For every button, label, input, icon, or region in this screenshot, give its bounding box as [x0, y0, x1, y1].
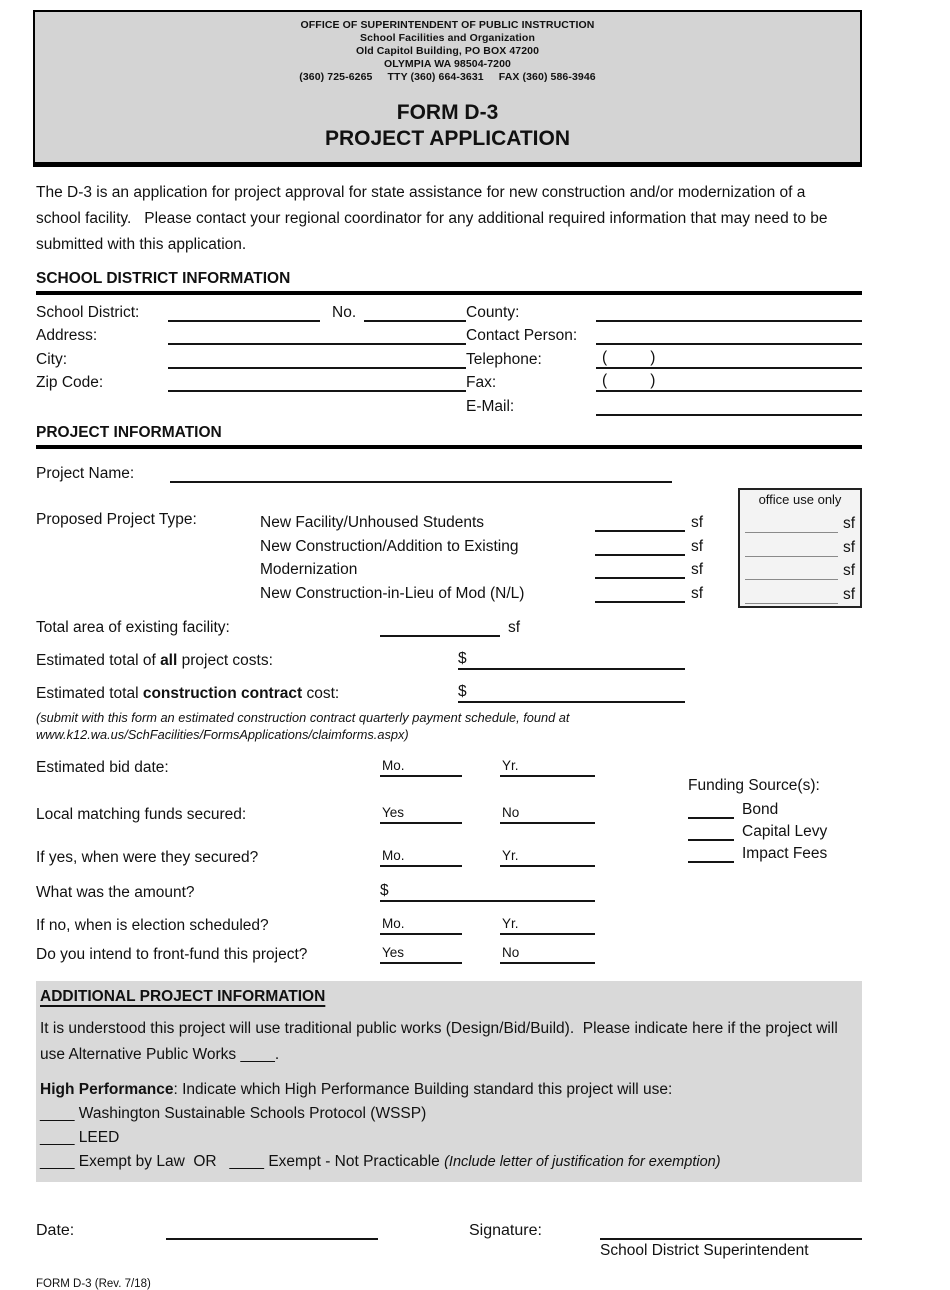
yr-label: Yr. — [502, 915, 519, 931]
telephone-label: Telephone: — [466, 350, 542, 368]
section-heading-project: PROJECT INFORMATION — [36, 424, 862, 449]
construction-contract-cost-label: Estimated total construction contract cost: — [36, 684, 340, 702]
amount-label: What was the amount? — [36, 883, 195, 901]
org-phone-line: (360) 725-6265 TTY (360) 664-3631 FAX (360) 586-3946 — [299, 71, 596, 83]
amount-row — [36, 882, 862, 902]
construction-contract-cost-input[interactable] — [458, 683, 685, 703]
signature-caption: School District Superintendent — [600, 1241, 809, 1259]
no-label: No — [502, 804, 520, 820]
all-project-costs-label: Estimated total of all project costs: — [36, 651, 273, 669]
sf-unit-label: sf — [842, 562, 855, 579]
form-header-box — [33, 10, 862, 167]
zip-code-label: Zip Code: — [36, 374, 104, 391]
dollar-sign: $ — [380, 881, 389, 899]
bid-year-input[interactable] — [500, 757, 595, 777]
org-address: Old Capitol Building, PO BOX 47200 — [355, 45, 540, 57]
fax-label: Fax: — [466, 374, 497, 391]
office-sf-row — [745, 533, 855, 557]
sf-unit-label: sf — [842, 538, 855, 556]
proposed-project-type-label: Proposed Project Type: — [36, 510, 197, 528]
sf-unit-label: sf — [508, 618, 521, 636]
bid-month-input[interactable] — [380, 757, 462, 777]
project-type-label: New Facility/Unhoused Students — [260, 514, 485, 531]
proposed-project-type-block — [36, 491, 862, 603]
election-year-input[interactable] — [500, 915, 595, 935]
district-info-grid — [36, 298, 862, 416]
payment-schedule-note: (submit with this form an estimated construction contract quarterly payment schedule, found at www.k12.wa.us/SchFacilities/FormsApplications/claimforms.aspx) — [36, 709, 570, 742]
project-type-label: Modernization — [260, 561, 358, 578]
project-type-row — [260, 579, 703, 603]
dollar-sign: $ — [458, 649, 467, 667]
secured-year-input[interactable] — [500, 847, 595, 867]
estimated-bid-date-row — [36, 757, 862, 777]
sf-unit-label: sf — [842, 585, 855, 603]
org-name: OFFICE OF SUPERINTENDENT OF PUBLIC INSTRUCTION — [300, 19, 595, 31]
email-input[interactable] — [596, 414, 862, 416]
email-label: E-Mail: — [466, 397, 515, 415]
city-label: City: — [36, 350, 67, 368]
mo-label: Mo. — [382, 757, 405, 773]
modernization-sf-input[interactable] — [595, 577, 685, 579]
front-fund-no-input[interactable] — [500, 944, 595, 964]
project-type-row — [260, 556, 703, 580]
contact-person-label: Contact Person: — [466, 327, 578, 344]
funding-option-bond: Bond — [688, 797, 827, 819]
exemption-justification-note: (Include letter of justification for exemption) — [444, 1153, 721, 1170]
org-city-zip: OLYMPIA WA 98504-7200 — [384, 58, 511, 70]
total-area-row — [36, 619, 862, 637]
funding-option-capital-levy: Capital Levy — [688, 819, 827, 841]
hp-option-wssp[interactable]: ____ Washington Sustainable Schools Protocol (WSSP) — [40, 1104, 427, 1122]
intro-paragraph: The D-3 is an application for project approval for state assistance for new construction and/or modernization of a school facility. Please contact your regional coordinator for any additional required information that may need to be submitted with this application. — [36, 184, 828, 253]
signature-input[interactable] — [600, 1238, 862, 1240]
project-name-input[interactable] — [170, 481, 672, 483]
form-revision: FORM D-3 (Rev. 7/18) — [36, 1277, 151, 1290]
impact-fees-checkbox-input[interactable] — [688, 861, 734, 863]
leed-blank-input: ____ — [40, 1128, 75, 1146]
in-lieu-of-mod-sf-input[interactable] — [595, 601, 685, 603]
funding-sources-block — [688, 775, 827, 863]
funding-option-impact-fees: Impact Fees — [688, 841, 827, 863]
signature-label: Signature: — [469, 1221, 542, 1239]
dollar-sign: $ — [458, 682, 467, 700]
sf-unit-label: sf — [690, 561, 703, 578]
yr-label: Yr. — [502, 757, 519, 773]
yes-label: Yes — [382, 804, 405, 820]
project-questions-section — [36, 757, 862, 964]
form-title: PROJECT APPLICATION — [324, 127, 571, 150]
address-label: Address: — [36, 327, 98, 344]
yr-label: Yr. — [502, 847, 519, 863]
exempt-law-blank-input: ____ — [40, 1152, 75, 1170]
mo-label: Mo. — [382, 915, 405, 931]
secured-month-input[interactable] — [380, 847, 462, 867]
project-name-label: Project Name: — [36, 464, 135, 482]
section-heading-district: SCHOOL DISTRICT INFORMATION — [36, 270, 862, 295]
mo-label: Mo. — [382, 847, 405, 863]
district-no-label: No. — [332, 303, 357, 321]
office-sf-input[interactable] — [745, 603, 838, 604]
office-sf-input[interactable] — [745, 556, 838, 557]
office-sf-row — [745, 580, 855, 604]
project-type-list — [260, 509, 703, 603]
estimated-bid-date-label: Estimated bid date: — [36, 758, 169, 776]
election-month-input[interactable] — [380, 915, 462, 935]
project-type-row — [260, 532, 703, 556]
office-sf-input[interactable] — [745, 579, 838, 580]
county-label: County: — [466, 303, 520, 321]
date-input[interactable] — [166, 1238, 378, 1240]
fax-input[interactable] — [596, 372, 862, 392]
local-funds-yes-input[interactable] — [380, 804, 462, 824]
funds-secured-when-label: If yes, when were they secured? — [36, 848, 259, 866]
public-works-paragraph: It is understood this project will use traditional public works (Design/Bid/Build). Please indicate here if the project will use Alternative Public Works ____. — [40, 1019, 838, 1063]
sf-unit-label: sf — [690, 584, 703, 602]
sf-unit-label: sf — [690, 514, 703, 531]
office-use-only-box — [738, 488, 862, 608]
front-fund-label: Do you intend to front-fund this project? — [36, 945, 308, 963]
fax-area-code-parens: ( ) — [602, 372, 656, 389]
new-facility-sf-input[interactable] — [595, 530, 685, 532]
school-district-label: School District: — [36, 303, 140, 321]
telephone-input[interactable] — [596, 349, 862, 369]
office-sf-row — [745, 510, 855, 534]
election-scheduled-label: If no, when is election scheduled? — [36, 916, 269, 934]
project-type-label: New Construction-in-Lieu of Mod (N/L) — [260, 584, 525, 602]
no-label: No — [502, 944, 520, 960]
local-funds-no-input[interactable] — [500, 804, 595, 824]
bond-checkbox-input[interactable] — [688, 817, 734, 819]
hp-option-exempt[interactable]: ____ Exempt by Law OR ____ Exempt - Not Practicable (Include letter of justification for exemption) — [40, 1152, 721, 1170]
total-area-label: Total area of existing facility: — [36, 618, 230, 636]
section-heading-additional: ADDITIONAL PROJECT INFORMATION — [40, 987, 326, 1005]
new-construction-sf-input[interactable] — [595, 554, 685, 556]
project-type-row — [260, 509, 703, 533]
amount-input[interactable] — [380, 882, 595, 902]
election-scheduled-row — [36, 915, 862, 935]
sf-unit-label: sf — [690, 537, 703, 555]
funding-sources-heading: Funding Source(s): — [688, 776, 820, 794]
capital-levy-checkbox-input[interactable] — [688, 839, 734, 841]
date-signature-row — [36, 1222, 862, 1240]
total-area-input[interactable] — [380, 635, 500, 637]
exempt-np-blank-input: ____ — [229, 1152, 265, 1170]
form-number: FORM D-3 — [396, 101, 499, 124]
telephone-area-code-parens: ( ) — [602, 348, 656, 366]
wssp-blank-input: ____ — [40, 1104, 75, 1122]
front-fund-row — [36, 944, 862, 964]
hp-option-leed[interactable]: ____ LEED — [40, 1128, 120, 1146]
sf-unit-label: sf — [842, 515, 855, 532]
org-department: School Facilities and Organization — [360, 32, 535, 44]
date-label: Date: — [36, 1221, 75, 1239]
office-use-only-title: office use only — [758, 491, 842, 507]
construction-contract-cost-row — [36, 683, 862, 703]
office-sf-input[interactable] — [745, 532, 838, 533]
local-funds-label: Local matching funds secured: — [36, 805, 247, 823]
high-performance-intro: High Performance: Indicate which High Performance Building standard this project will use: — [40, 1080, 673, 1098]
yes-label: Yes — [382, 944, 405, 960]
all-project-costs-row — [36, 650, 862, 670]
front-fund-yes-input[interactable] — [380, 944, 462, 964]
project-type-label: New Construction/Addition to Existing — [260, 537, 519, 555]
additional-project-information-section — [36, 981, 862, 1182]
all-project-costs-input[interactable] — [458, 650, 685, 670]
project-name-row — [36, 465, 862, 483]
office-sf-row — [745, 557, 855, 581]
